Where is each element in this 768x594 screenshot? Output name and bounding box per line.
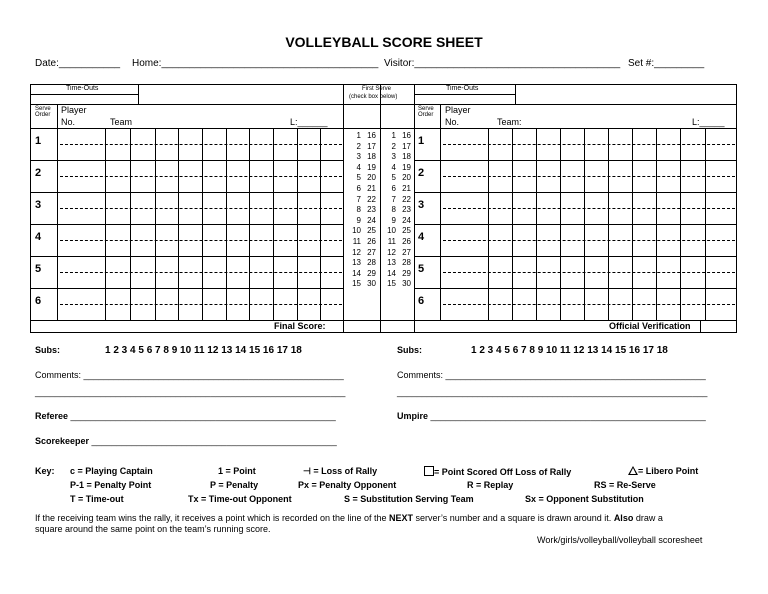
running-score-right[interactable]: 29	[402, 268, 411, 278]
key-point: 1 = Point	[218, 466, 256, 476]
official-verification-label: Official Verification	[609, 321, 691, 331]
key-timeout-opp: Tx = Time-out Opponent	[188, 494, 292, 504]
entry-line[interactable]	[443, 240, 735, 241]
running-score-left[interactable]: 7	[356, 194, 361, 204]
referee-line: _____________________________________________________	[68, 411, 336, 421]
serve-order-3-left: 3	[35, 199, 42, 211]
running-score-right[interactable]: 6	[391, 184, 396, 193]
grid-hline	[414, 288, 737, 289]
date-field[interactable]: Date:___________	[35, 58, 121, 69]
serve-order-5-right: 5	[418, 263, 425, 275]
entry-line[interactable]	[60, 176, 342, 177]
running-score-left[interactable]: 6	[356, 184, 361, 193]
grid-hline	[30, 94, 138, 95]
note-text-1: If the receiving team wins the rally, it receives a point which is recorded on the line of the	[35, 513, 390, 523]
final-score-label: Final Score:	[274, 321, 326, 331]
subs-numbers-left[interactable]: 1 2 3 4 5 6 7 8 9 10 11 12 13 14 15 16 17 18	[105, 345, 302, 356]
running-score-left[interactable]: 2	[356, 141, 361, 151]
running-score-right[interactable]: 19	[402, 162, 411, 172]
serve-label-left: Serve	[35, 106, 51, 112]
running-score-right[interactable]: 25	[402, 226, 411, 236]
entry-line[interactable]	[60, 144, 342, 145]
running-score-left[interactable]: 8	[356, 205, 361, 215]
running-score-right[interactable]: 21	[402, 184, 411, 193]
running-score-left[interactable]: 19	[367, 162, 376, 172]
running-score-right[interactable]: 20	[402, 173, 411, 183]
page-title: VOLLEYBALL SCORE SHEET	[285, 34, 483, 50]
order-label-right: Order	[418, 112, 434, 118]
grid-hline	[414, 224, 737, 225]
running-score-right[interactable]: 18	[402, 152, 411, 162]
running-score-left[interactable]: 25	[367, 226, 376, 236]
running-score-left[interactable]: 29	[367, 268, 376, 278]
grid-vline	[515, 84, 516, 104]
entry-line[interactable]	[443, 304, 735, 305]
running-score-left[interactable]: 26	[367, 237, 376, 246]
first-serve-label: First Serve	[362, 86, 392, 92]
running-score-left[interactable]: 20	[367, 173, 376, 183]
running-score-left[interactable]: 9	[356, 215, 361, 225]
running-score-left[interactable]: 5	[356, 173, 361, 183]
player-label-left: Player	[61, 105, 87, 115]
subs-label-left: Subs:	[35, 345, 61, 355]
running-score-right[interactable]: 10	[387, 226, 396, 236]
running-score-right[interactable]: 12	[387, 247, 396, 257]
grid-hline	[414, 256, 737, 257]
running-score-right[interactable]: 8	[391, 205, 396, 215]
key-libero-text: = Libero Point	[638, 466, 699, 476]
entry-line[interactable]	[60, 240, 342, 241]
player-label-right: Player	[445, 105, 471, 115]
running-score-right[interactable]: 30	[402, 279, 411, 289]
running-score-right[interactable]: 28	[402, 258, 411, 268]
serve-order-5-left: 5	[35, 263, 42, 275]
serve-order-6-left: 6	[35, 295, 42, 307]
comments-right[interactable]: Comments: ____________________________________________________	[397, 370, 706, 380]
key-reserve: RS = Re-Serve	[594, 480, 656, 490]
running-score-right[interactable]: 7	[391, 194, 396, 204]
comments-line-left[interactable]: ______________________________________________________________	[35, 387, 346, 397]
libero-label-left[interactable]: L:______	[290, 117, 328, 127]
running-score-left[interactable]: 1	[356, 131, 361, 140]
loss-of-rally-icon: ⊣	[303, 466, 311, 476]
key-libero	[628, 466, 698, 476]
running-score-left[interactable]: 17	[367, 141, 376, 151]
key-scored-off	[424, 466, 571, 477]
running-score-left[interactable]: 22	[367, 194, 376, 204]
entry-line[interactable]	[60, 304, 342, 305]
referee-field[interactable]: Referee _____________________________________________________	[35, 411, 336, 421]
serve-order-2-right: 2	[418, 167, 425, 179]
key-loss-text: = Loss of Rally	[313, 466, 378, 476]
running-score-left[interactable]: 13	[352, 258, 361, 268]
running-score-left[interactable]: 12	[352, 247, 361, 257]
running-score-right[interactable]: 24	[402, 215, 411, 225]
comments-left[interactable]: Comments: ____________________________________________________	[35, 370, 344, 380]
serve-order-2-left: 2	[35, 167, 42, 179]
set-field[interactable]: Set #:_________	[628, 58, 705, 69]
grid-hline	[30, 160, 343, 161]
entry-line[interactable]	[443, 208, 735, 209]
key-replay: R = Replay	[467, 480, 514, 490]
running-score-right[interactable]: 1	[391, 131, 396, 140]
comments-line-right[interactable]: ______________________________________________________________	[397, 387, 708, 397]
running-score-right[interactable]: 17	[402, 141, 411, 151]
running-score-right[interactable]: 26	[402, 237, 411, 246]
visitor-field[interactable]: Visitor:_____________________________________	[384, 58, 621, 69]
running-score-left[interactable]: 11	[352, 237, 361, 246]
subs-label-right: Subs:	[397, 345, 423, 355]
note-line-1	[35, 513, 663, 523]
serve-order-3-right: 3	[418, 199, 425, 211]
team-label-right: Team:	[497, 117, 522, 127]
scorekeeper-field[interactable]: Scorekeeper _________________________________________________	[35, 436, 337, 446]
umpire-line: _______________________________________________________	[428, 411, 706, 421]
serve-order-4-left: 4	[35, 231, 42, 243]
running-score-left[interactable]: 4	[356, 162, 361, 172]
running-score-left[interactable]: 18	[367, 152, 376, 162]
key-penalty-opp: Px = Penalty Opponent	[298, 480, 397, 490]
running-score-right[interactable]: 4	[391, 162, 396, 172]
running-score-right[interactable]: 11	[387, 237, 396, 246]
running-score-right[interactable]: 5	[391, 173, 396, 183]
running-score-left[interactable]: 24	[367, 215, 376, 225]
grid-vline	[380, 84, 381, 333]
order-label-left: Order	[35, 112, 51, 118]
running-score-right[interactable]: 2	[391, 141, 396, 151]
key-timeout: T = Time-out	[70, 494, 124, 504]
key-captain: c = Playing Captain	[70, 466, 153, 476]
serve-order-4-right: 4	[418, 231, 425, 243]
triangle-icon	[628, 466, 638, 475]
running-score-right[interactable]: 3	[391, 152, 396, 162]
running-score-right[interactable]: 22	[402, 194, 411, 204]
grid-hline	[30, 104, 737, 105]
running-score-left[interactable]: 30	[367, 279, 376, 289]
serve-order-1-right: 1	[418, 135, 425, 147]
home-field[interactable]: Home:_______________________________________	[132, 58, 379, 69]
note-text-2: server’s number and a square is drawn around it.	[413, 513, 614, 523]
grid-hline	[30, 224, 343, 225]
running-score-right[interactable]: 13	[387, 258, 396, 268]
grid-vline	[700, 320, 701, 333]
running-score-right[interactable]: 15	[387, 279, 396, 289]
running-score-right[interactable]: 9	[391, 215, 396, 225]
running-score-right[interactable]: 14	[387, 268, 396, 278]
running-score-left[interactable]: 23	[367, 205, 376, 215]
key-penalty-point: P-1 = Penalty Point	[70, 480, 152, 490]
check-box-label: (check box below)	[349, 94, 398, 100]
note-bold-next: NEXT	[389, 513, 414, 523]
running-score-left[interactable]: 28	[367, 258, 376, 268]
key-label: Key:	[35, 466, 55, 476]
key-scored-off-text: = Point Scored Off Loss of Rally	[434, 467, 572, 477]
key-sub-opp: Sx = Opponent Substitution	[525, 494, 644, 504]
serve-order-1-left: 1	[35, 135, 42, 147]
running-score-right[interactable]: 23	[402, 205, 411, 215]
note-text-3: draw a	[633, 513, 663, 523]
running-score-left[interactable]: 21	[367, 184, 376, 193]
running-score-left[interactable]: 14	[352, 268, 361, 278]
entry-line[interactable]	[443, 272, 735, 273]
running-score-left[interactable]: 15	[352, 279, 361, 289]
serve-label-right: Serve	[418, 106, 434, 112]
running-score-left[interactable]: 10	[352, 226, 361, 236]
running-score-right[interactable]: 16	[402, 131, 411, 140]
entry-line[interactable]	[443, 144, 735, 145]
grid-hline	[30, 192, 343, 193]
entry-line[interactable]	[443, 176, 735, 177]
entry-line[interactable]	[60, 208, 342, 209]
key-penalty: P = Penalty	[210, 480, 259, 490]
running-score-left[interactable]: 27	[367, 247, 376, 257]
entry-line[interactable]	[60, 272, 342, 273]
note-line-2: square around the same point on the team’s running score.	[35, 524, 271, 534]
grid-vline	[414, 84, 415, 333]
umpire-field[interactable]: Umpire _______________________________________________________	[397, 411, 706, 421]
running-score-left[interactable]: 3	[356, 152, 361, 162]
no-label-left: No.	[61, 117, 76, 127]
running-score-right[interactable]: 27	[402, 247, 411, 257]
running-score-left[interactable]: 16	[367, 131, 376, 140]
square-icon	[424, 466, 434, 476]
scorekeeper-line: _________________________________________________	[89, 436, 337, 446]
grid-vline	[138, 84, 139, 104]
timeouts-left: Time-Outs	[66, 85, 99, 92]
libero-label-right[interactable]: L:_____	[692, 117, 725, 127]
footer-path: Work/girls/volleyball/volleyball scoresheet	[537, 535, 703, 545]
grid-hline	[414, 94, 515, 95]
team-label-left: Team	[110, 117, 133, 127]
grid-hline	[414, 160, 737, 161]
grid-hline	[30, 288, 343, 289]
no-label-right: No.	[445, 117, 460, 127]
key-loss	[303, 466, 377, 477]
subs-numbers-right[interactable]: 1 2 3 4 5 6 7 8 9 10 11 12 13 14 15 16 17 18	[471, 345, 668, 356]
grid-vline	[343, 84, 344, 333]
serve-order-6-right: 6	[418, 295, 425, 307]
note-bold-also: Also	[613, 513, 634, 523]
key-sub-serving: S = Substitution Serving Team	[344, 494, 474, 504]
grid-hline	[30, 256, 343, 257]
timeouts-right: Time-Outs	[446, 85, 479, 92]
grid-hline	[30, 128, 737, 129]
grid-hline	[414, 192, 737, 193]
